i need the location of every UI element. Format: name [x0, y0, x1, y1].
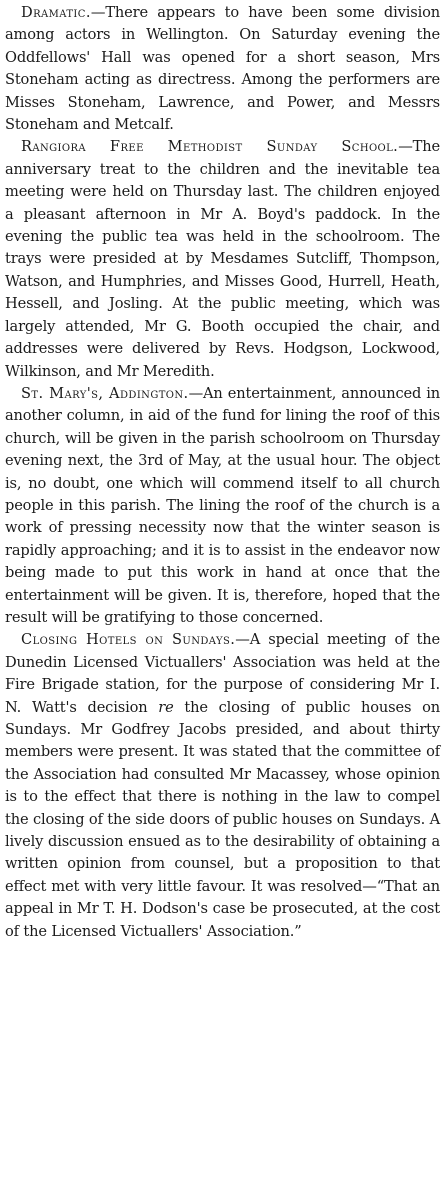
article-body-italic: re [158, 698, 174, 716]
article-heading: Dramatic. [21, 4, 91, 21]
article-heading: Closing Hotels on Sundays. [21, 631, 236, 649]
article-body-part: —A special meeting of the Dunedin Licensed Victuallers' Association was held at the Fire Brigade station, for the purpose of considering Mr I. N. Watt's decision [5, 631, 441, 716]
article-body-part: the closing of public houses on Sundays. Mr Godfrey Jacobs presided, and about thirty members were present. It was stated that the committee of the Association had consulted Mr Macassey, whose opinion is to the effect that there is nothing in the law to compel the closing of the side doors of public houses on Sundays. A lively discussion ensued as to the desirability of obtaining a written opinion from counsel, but a proposition to that effect met with very little favour. It was resolved—“That an appeal in Mr T. H. Dodson's case be prosecuted, at the cost of the Licensed Victuallers' Association.” [5, 698, 440, 940]
article-body: —An entertainment, announced in another column, in aid of the fund for lining the roof of this church, will be given in the parish schoolroom on Thursday evening next, the 3rd of May, at the usual hour. The object is, no doubt, one which will commend itself to all church people in this parish. The lining the roof of the church is a work of pressing necessity now that the winter season is rapidly approaching; and it is to assist in the endeavor now being made to put this work in hand at once that the entertainment will be given. It is, therefore, hoped that the result will be gratifying to those concerned. [5, 384, 440, 626]
article-heading: Rangiora Free Methodist Sunday School. [21, 138, 399, 156]
article-closing-hotels [5, 629, 440, 943]
article-heading: St. Mary's, Addington. [21, 384, 189, 402]
article-body: —There appears to have been some division among actors in Wellington. On Saturday evening the Oddfellows' Hall was opened for a short season, Mrs Stoneham acting as directress. Among the performers are Misses Stoneham, Lawrence, and Power, and Messrs Stoneham and Metcalf. [5, 4, 440, 134]
article-rangiora-sunday-school [5, 136, 440, 382]
article-dramatic [5, 2, 440, 136]
article-body: —The anniversary treat to the children and the inevitable tea meeting were held on Thursday last. The children enjoyed a pleasant afternoon in Mr A. Boyd's paddock. In the evening the public tea was held in the schoolroom. The trays were presided at by Mesdames Sutcliff, Thompson, Watson, and Humphries, and Misses Good, Hurrell, Heath, Hessell, and Josling. At the public meeting, which was largely attended, Mr G. Booth occupied the chair, and addresses were delivered by Revs. Hodgson, Lockwood, Wilkinson, and Mr Meredith. [5, 138, 440, 380]
article-st-marys-addington [5, 383, 440, 629]
